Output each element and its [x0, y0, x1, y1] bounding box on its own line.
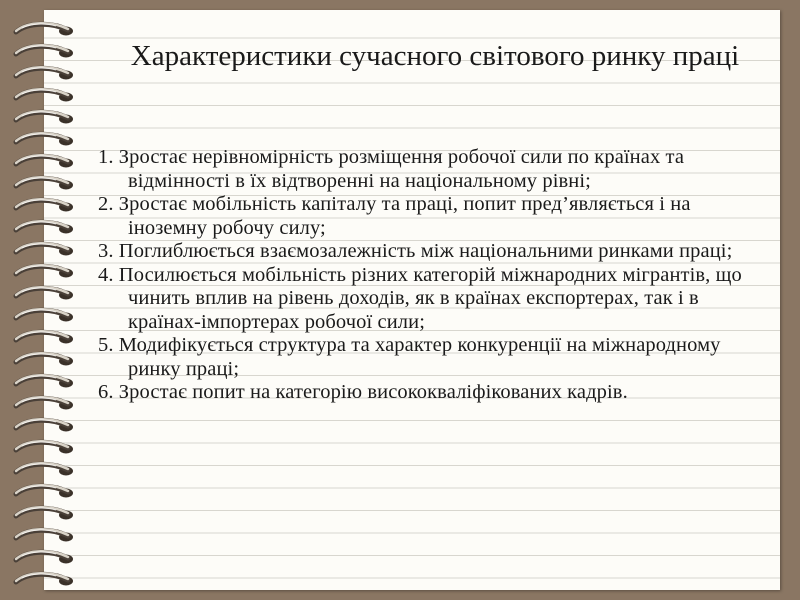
slide-title: Характеристики сучасного світового ринку праці — [130, 40, 740, 72]
list-item: 3. Поглиблюється взаємозалежність між національними ринками праці; — [98, 240, 733, 262]
list-item: 1. Зростає нерівномірність розміщення робочої сили по країнах та відмінності в їх відтворенні на національному рівні; — [98, 146, 685, 192]
list-item: 4. Посилюється мобільність різних категорій міжнародних мігрантів, що чинить вплив на рівень доходів, як в країнах експортерах, так і в країнах-імпортерах робочої сили; — [98, 263, 742, 333]
list-item: 5. Модифікується структура та характер конкуренції на міжнародному ринку праці; — [98, 334, 721, 380]
list-item: 6. Зростає попит на категорію висококваліфікованих кадрів. — [98, 381, 628, 403]
list-item: 2. Зростає мобільність капіталу та праці, попит пред’являється і на іноземну робочу силу; — [98, 193, 691, 239]
characteristics-list — [98, 146, 758, 405]
